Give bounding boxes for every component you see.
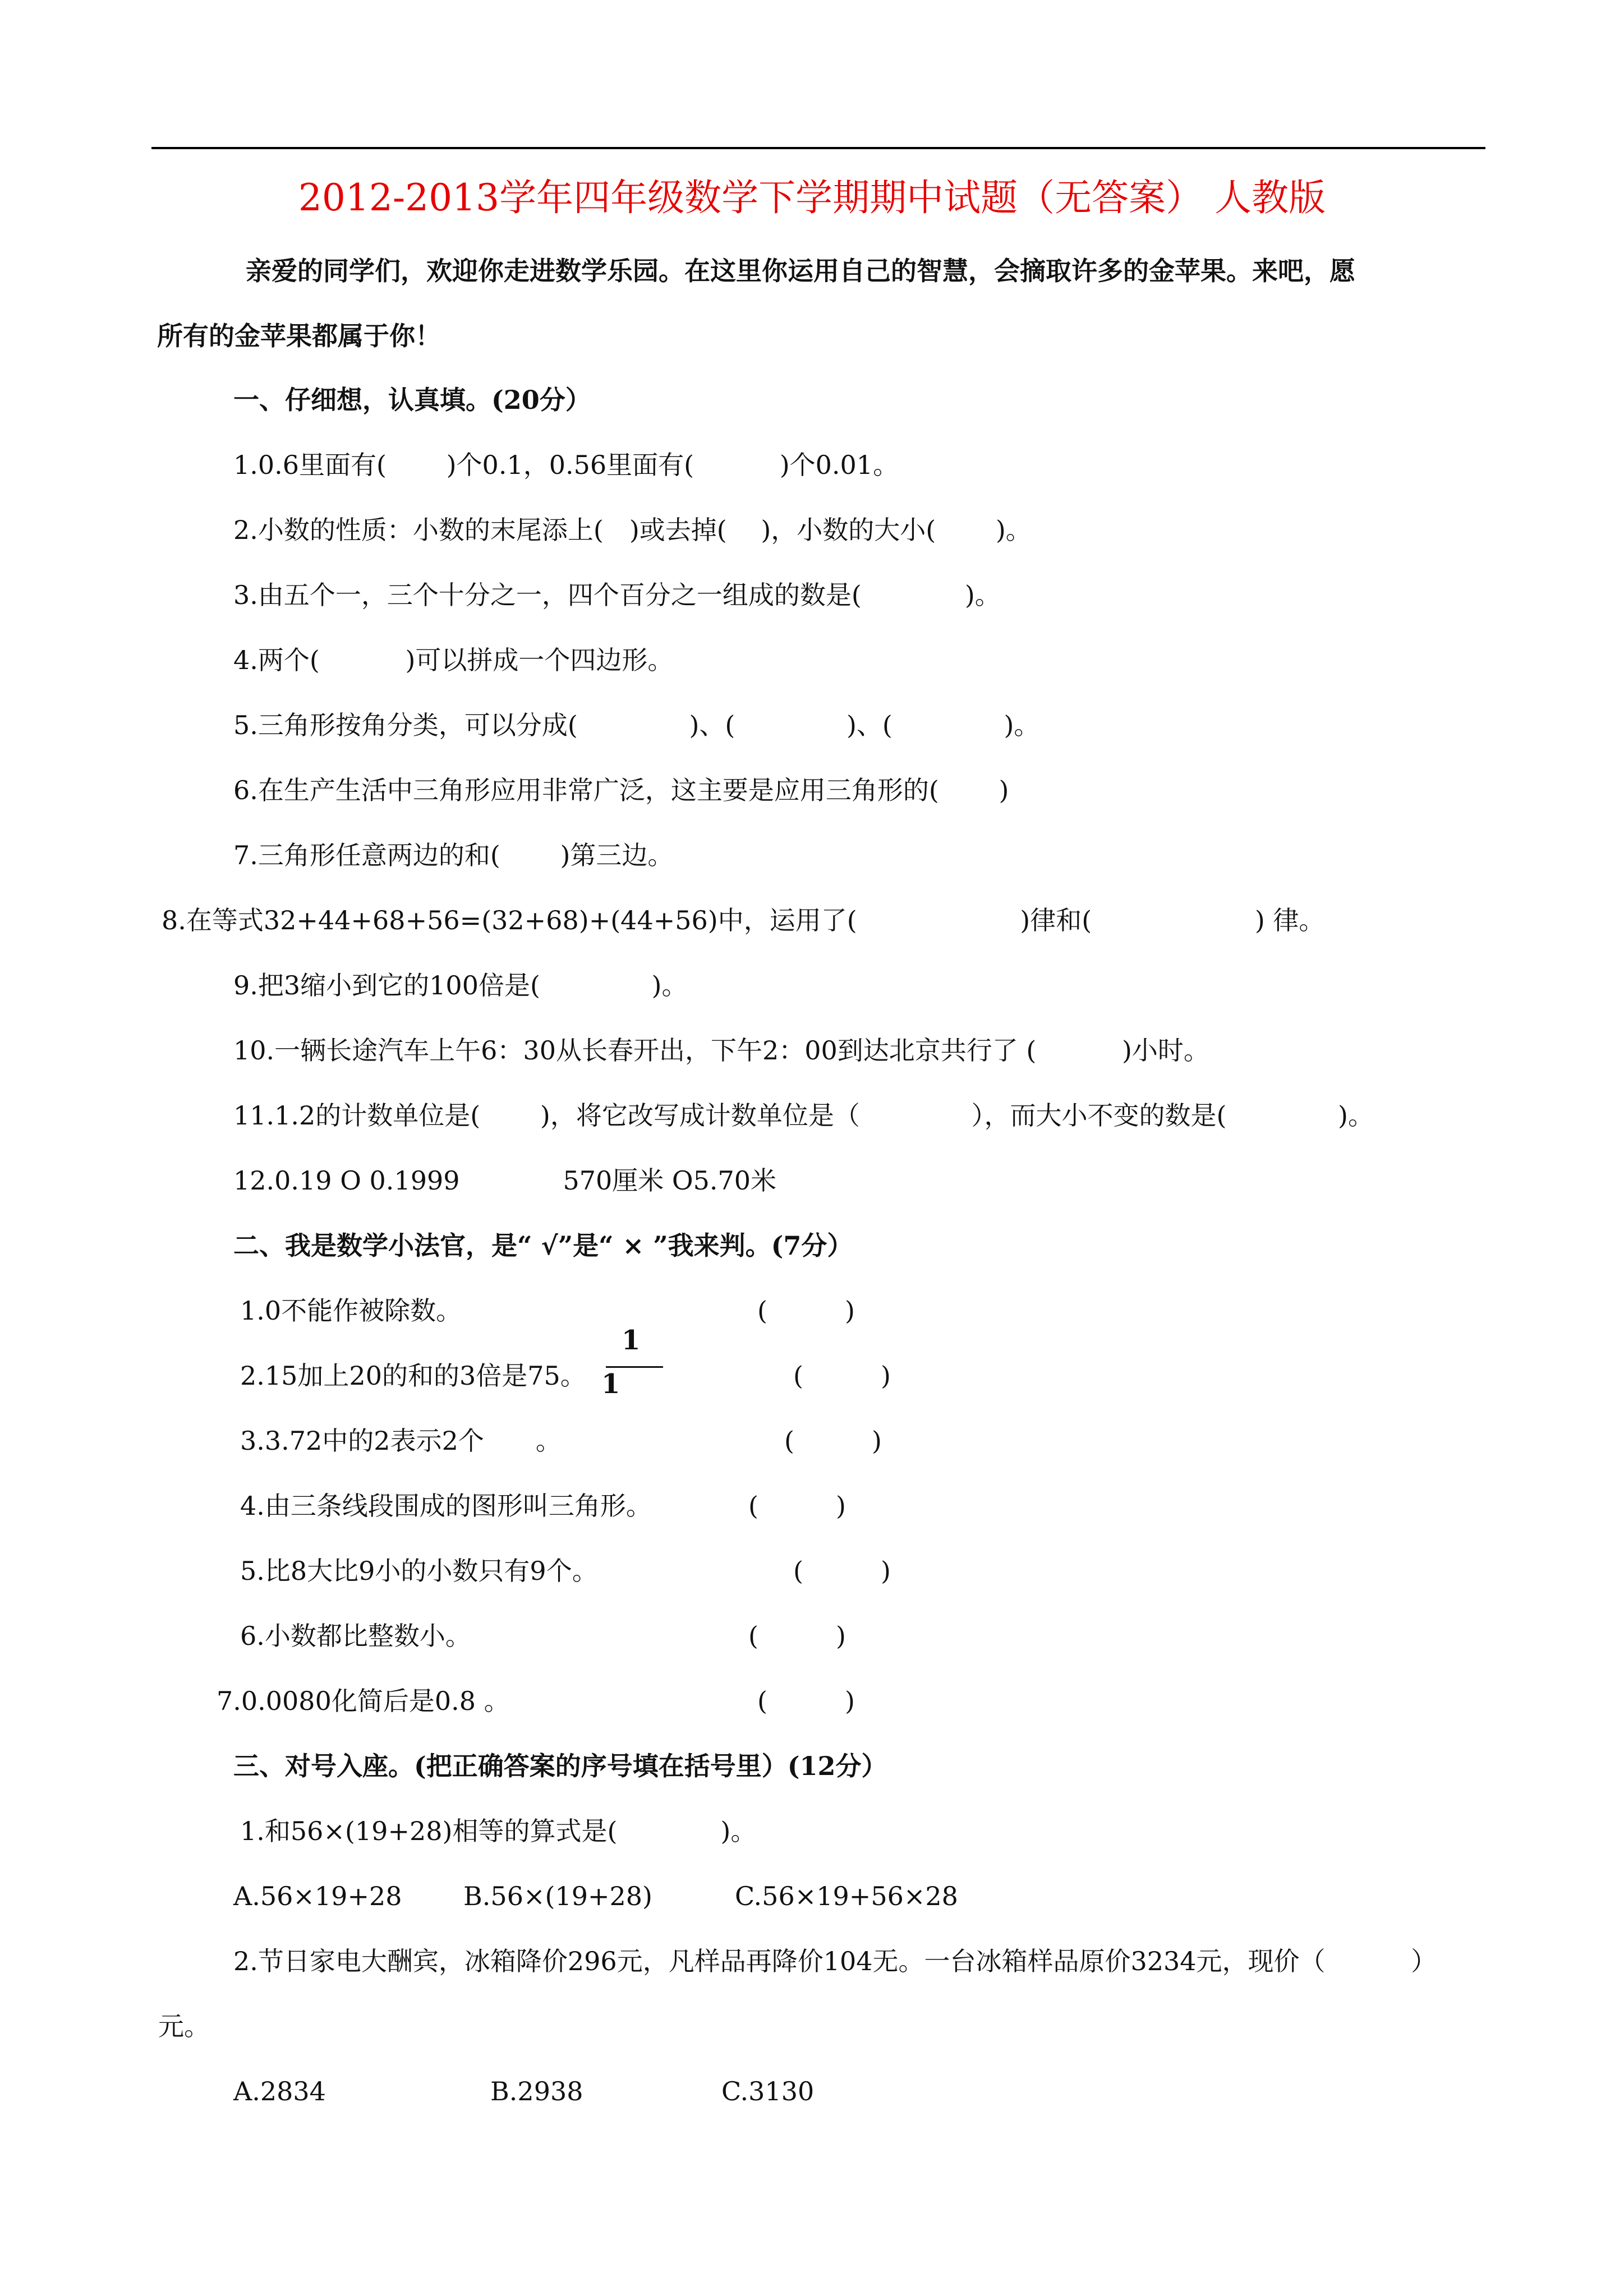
intro-line-1: 亲爱的同学们，欢迎你走进数学乐园。在这里你运用自己的智慧，会摘取许多的金苹果。来吧，愿 — [246, 256, 1355, 286]
page-title: 2012-2013学年四年级数学下学期期中试题（无答案） 人教版 — [298, 176, 1326, 219]
s1-item-4: 4.两个( )可以拼成一个四边形。 — [233, 645, 674, 675]
s1-item-9: 9.把3缩小到它的100倍是( )。 — [233, 970, 688, 1001]
fraction-numerator: 1 — [622, 1325, 641, 1356]
s2-item-4-text: 4.由三条线段围成的图形叫三角形。 — [240, 1491, 652, 1521]
s2-item-6-mark: ( ) — [748, 1621, 846, 1651]
header-rule — [151, 147, 1485, 149]
s1-item-6: 6.在生产生活中三角形应用非常广泛，这主要是应用三角形的( ) — [233, 775, 1009, 805]
fraction-bar — [606, 1366, 663, 1368]
s3-q2-line-2: 元。 — [158, 2011, 210, 2041]
s3-q1-option-b: B.56×(19+28) — [463, 1881, 653, 1911]
s3-q2-option-a: A.2834 — [233, 2076, 326, 2106]
s2-item-5-mark: ( ) — [793, 1556, 891, 1586]
s1-item-11: 11.1.2的计数单位是( )，将它改写成计数单位是（ ），而大小不变的数是( )。 — [233, 1100, 1374, 1131]
s2-item-2-mark: ( ) — [793, 1361, 891, 1391]
s2-item-1-mark: ( ) — [757, 1295, 855, 1326]
s2-item-3-text: 3.3.72中的2表示2个 。 — [240, 1426, 562, 1456]
s2-item-6-text: 6.小数都比整数小。 — [240, 1621, 471, 1651]
s3-q2-line-1: 2.节日家电大酬宾，冰箱降价296元，凡样品再降价104无。一台冰箱样品原价3234元，现价（ ） — [233, 1946, 1437, 1976]
s1-item-10: 10.一辆长途汽车上午6：30从长春开出，下午2：00到达北京共行了 ( )小时。 — [233, 1035, 1209, 1066]
s2-item-4-mark: ( ) — [748, 1491, 846, 1521]
s1-item-5: 5.三角形按角分类，可以分成( )、( )、( )。 — [233, 710, 1040, 740]
s3-q1-option-a: A.56×19+28 — [233, 1881, 402, 1911]
section3-heading: 三、对号入座。(把正确答案的序号填在括号里）(12分） — [233, 1751, 887, 1781]
s2-item-5-text: 5.比8大比9小的小数只有9个。 — [240, 1556, 598, 1586]
s3-q2-option-c: C.3130 — [721, 2076, 815, 2106]
s3-q1-option-c: C.56×19+56×28 — [735, 1881, 958, 1911]
s1-item-1: 1.0.6里面有( )个0.1，0.56里面有( )个0.01。 — [233, 450, 899, 480]
s1-item-7: 7.三角形任意两边的和( )第三边。 — [233, 840, 674, 870]
s1-item-8: 8.在等式32+44+68+56=(32+68)+(44+56)中，运用了( )律和( ) 律。 — [162, 905, 1325, 935]
s2-item-2-text: 2.15加上20的和的3倍是75。 — [240, 1361, 586, 1391]
s1-item-12: 12.0.19 O 0.1999 570厘米 O5.70米 — [233, 1165, 777, 1196]
s2-item-1-text: 1.0不能作被除数。 — [240, 1295, 462, 1326]
section2-heading: 二、我是数学小法官，是“ √”是“ × ”我来判。(7分） — [233, 1230, 853, 1261]
s2-item-7-text: 7.0.0080化简后是0.8 。 — [217, 1686, 510, 1716]
intro-line-2: 所有的金苹果都属于你！ — [157, 321, 441, 351]
s1-item-2: 2.小数的性质：小数的末尾添上( )或去掉( )，小数的大小( )。 — [233, 515, 1032, 545]
s2-item-7-mark: ( ) — [757, 1686, 855, 1716]
s2-item-3-mark: ( ) — [784, 1426, 882, 1456]
s1-item-3: 3.由五个一，三个十分之一，四个百分之一组成的数是( )。 — [233, 580, 1001, 610]
s3-q2-option-b: B.2938 — [490, 2076, 583, 2106]
s3-q1-text: 1.和56×(19+28)相等的算式是( )。 — [240, 1816, 757, 1846]
fraction-denominator: 1 — [601, 1368, 620, 1400]
section1-heading: 一、仔细想，认真填。(20分） — [233, 385, 591, 415]
